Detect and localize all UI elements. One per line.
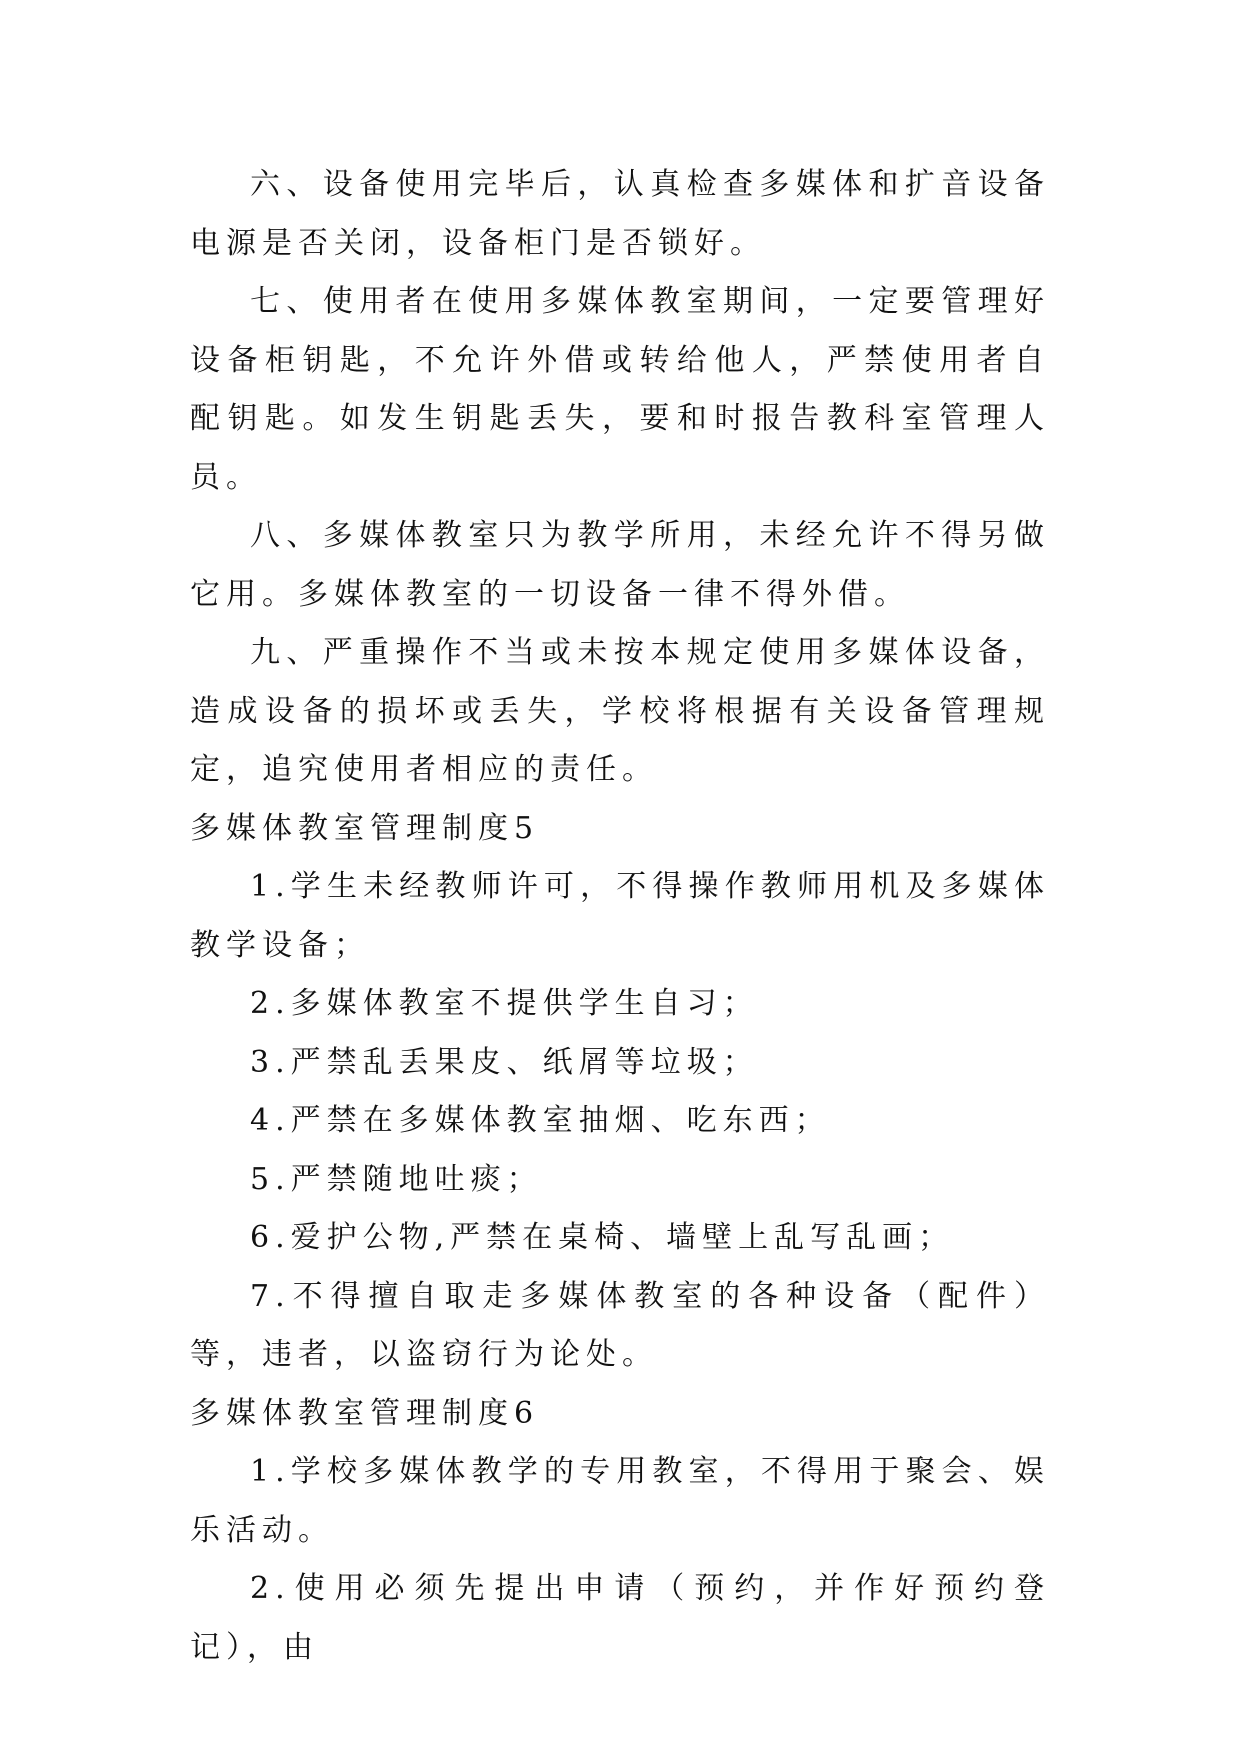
- paragraph-rule-8: 八、多媒体教室只为教学所用，未经允许不得另做它用。多媒体教室的一切设备一律不得外借。: [190, 518, 1050, 612]
- section-heading-6: 多媒体教室管理制度6: [190, 1395, 540, 1431]
- list-item-5-1: 1.学生未经教师许可，不得操作教师用机及多媒体教学设备；: [190, 869, 1050, 963]
- paragraph-rule-7: 七、使用者在使用多媒体教室期间，一定要管理好设备柜钥匙，不允许外借或转给他人，严禁使用者自配钥匙。如发生钥匙丢失，要和时报告教科室管理人员。: [190, 284, 1050, 495]
- list-item-6-1: 1.学校多媒体教学的专用教室，不得用于聚会、娱乐活动。: [190, 1454, 1050, 1548]
- paragraph-rule-6: 六、设备使用完毕后，认真检查多媒体和扩音设备电源是否关闭，设备柜门是否锁好。: [190, 167, 1050, 261]
- document-body: [190, 156, 1050, 1677]
- list-item-5-3: 3.严禁乱丢果皮、纸屑等垃圾；: [250, 1044, 759, 1080]
- list-item-5-6: 6.爱护公物,严禁在桌椅、墙壁上乱写乱画；: [250, 1220, 955, 1255]
- list-item-5-4: 4.严禁在多媒体教室抽烟、吃东西；: [250, 1103, 831, 1138]
- list-item-5-5: 5.严禁随地吐痰；: [250, 1161, 543, 1197]
- list-item-5-2: 2.多媒体教室不提供学生自习；: [250, 986, 759, 1021]
- list-item-5-7: 7.不得擅自取走多媒体教室的各种设备（配件）等，违者，以盗窃行为论处。: [190, 1278, 1050, 1372]
- paragraph-rule-9: 九、严重操作不当或未按本规定使用多媒体设备，造成设备的损坏或丢失，学校将根据有关设备管理规定，追究使用者相应的责任。: [190, 635, 1050, 787]
- list-item-6-2: 2.使用必须先提出申请（预约，并作好预约登记），由: [190, 1571, 1050, 1665]
- section-heading-5: 多媒体教室管理制度5: [190, 810, 540, 846]
